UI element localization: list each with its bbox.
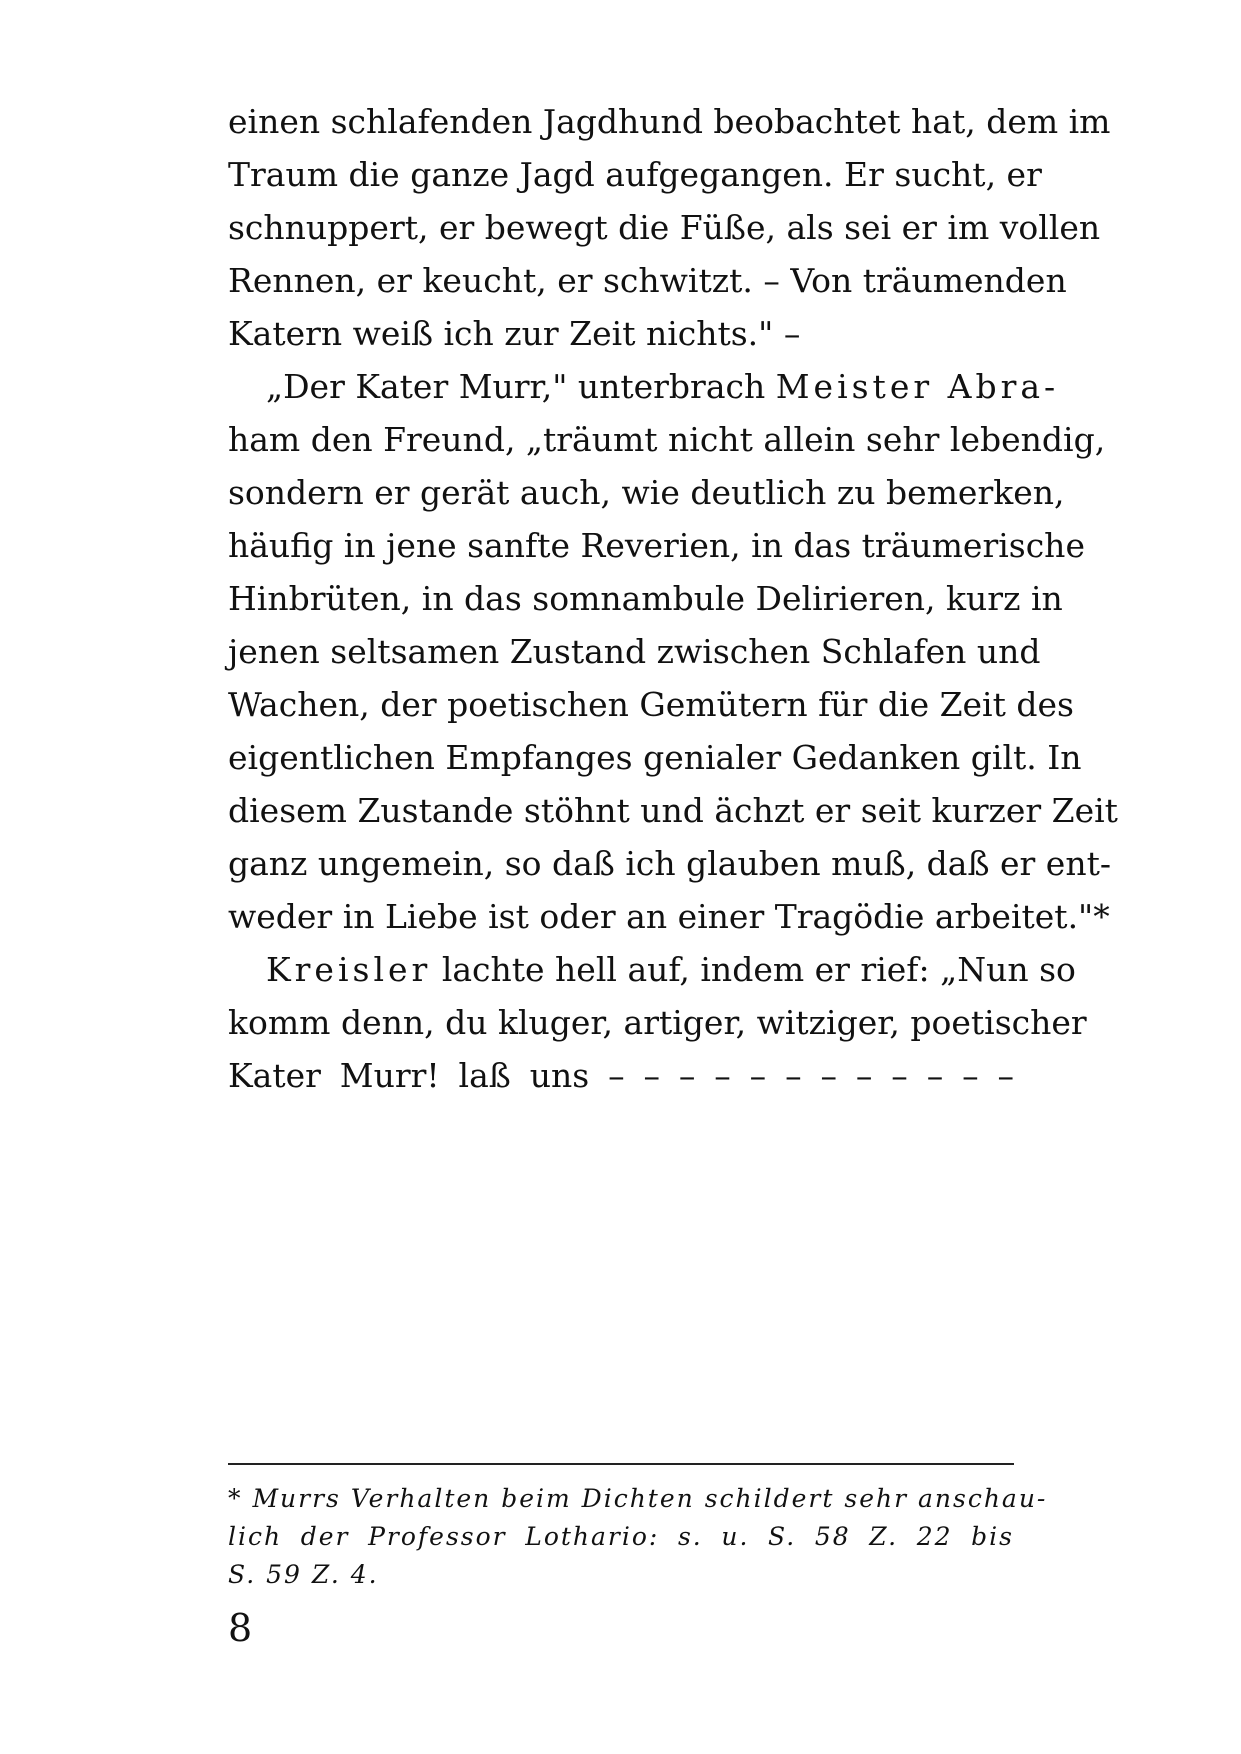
text-line: Traum die ganze Jagd aufgegangen. Er sucht, er xyxy=(228,155,1042,194)
footnote xyxy=(228,1480,1048,1594)
text-line: ganz ungemein, so daß ich glauben muß, daß er ent- xyxy=(228,844,1111,883)
speaker-name: Meister Abra- xyxy=(775,367,1060,406)
speaker-name: Kreisler xyxy=(266,950,432,989)
main-text xyxy=(228,95,1118,1102)
footnote-line: S. 59 Z. 4. xyxy=(228,1560,379,1589)
footnote-divider xyxy=(228,1463,1014,1465)
text-line: Kater Murr! laß uns – – – – – – – – – – – – xyxy=(228,1056,1014,1095)
page-number: 8 xyxy=(228,1606,253,1650)
text-line: sondern er gerät auch, wie deutlich zu bemerken, xyxy=(228,473,1065,512)
text-span: lachte hell auf, indem er rief: „Nun so xyxy=(441,950,1076,989)
text-line: eigentlichen Empfanges genialer Gedanken gilt. In xyxy=(228,738,1082,777)
text-line: einen schlafenden Jagdhund beobachtet hat, dem im xyxy=(228,102,1111,141)
text-line: Wachen, der poetischen Gemütern für die Zeit des xyxy=(228,685,1074,724)
text-line: ham den Freund, „träumt nicht allein sehr lebendig, xyxy=(228,420,1106,459)
text-line: Hinbrüten, in das somnambule Delirieren, kurz in xyxy=(228,579,1063,618)
footnote-line: lich der Professor Lothario: s. u. S. 58 Z. 22 bis xyxy=(228,1522,1014,1551)
text-line: Katern weiß ich zur Zeit nichts." – xyxy=(228,314,801,353)
paragraph-2-first-line xyxy=(228,360,1060,413)
text-line: komm denn, du kluger, artiger, witziger, poetischer xyxy=(228,1003,1087,1042)
text-line: häufig in jene sanfte Reverien, in das träumerische xyxy=(228,526,1085,565)
text-line: schnuppert, er bewegt die Füße, als sei er im vollen xyxy=(228,208,1101,247)
text-span: „Der Kater Murr," unterbrach xyxy=(266,367,766,406)
paragraph-3-first-line xyxy=(228,943,1076,996)
text-line: jenen seltsamen Zustand zwischen Schlafen und xyxy=(228,632,1041,671)
text-line: diesem Zustande stöhnt und ächzt er seit kurzer Zeit xyxy=(228,791,1118,830)
text-line: weder in Liebe ist oder an einer Tragödie arbeitet."* xyxy=(228,897,1110,936)
text-line: Rennen, er keucht, er schwitzt. – Von träumenden xyxy=(228,261,1067,300)
footnote-line: * Murrs Verhalten beim Dichten schildert sehr anschau- xyxy=(228,1484,1048,1513)
